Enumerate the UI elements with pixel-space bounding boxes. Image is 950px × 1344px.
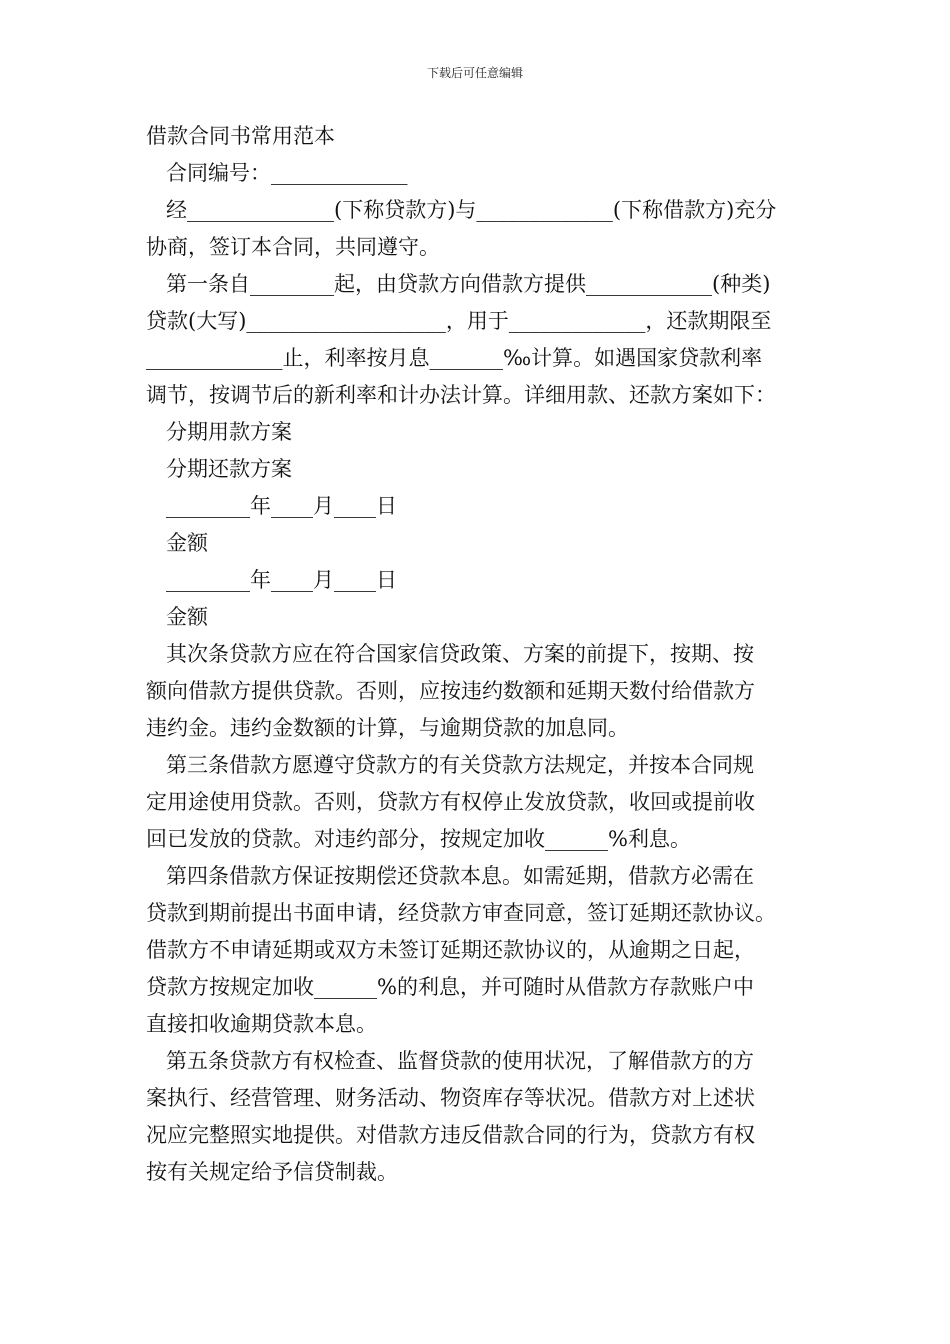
page-header: 下载后可任意编辑 <box>426 66 523 80</box>
text-line: 第五条贷款方有权检查、监督贷款的使用状况，了解借款方的方 <box>166 1049 754 1073</box>
text-line: 第一条自________起，由贷款方向借款方提供____________(种类) <box>166 272 771 296</box>
text-line: _____________止，利率按月息_______‰计算。如遇国家贷款利率 <box>146 346 763 370</box>
text-line: 违约金。违约金数额的计算，与逾期贷款的加息同。 <box>146 716 629 740</box>
text-line: 经______________(下称贷款方)与_____________(下称借款方)充分 <box>166 198 777 222</box>
document-body <box>146 118 810 1191</box>
text-line: 金额 <box>166 531 208 555</box>
text-line: 额向借款方提供贷款。否则，应按违约数额和延期天数付给借款方 <box>146 679 755 703</box>
text-line: 定用途使用贷款。否则，贷款方有权停止发放贷款，收回或提前收 <box>146 790 755 814</box>
text-line: 其次条贷款方应在符合国家信贷政策、方案的前提下，按期、按 <box>166 642 754 666</box>
text-line: ________年____月____日 <box>166 568 397 592</box>
text-line: 按有关规定给予信贷制裁。 <box>146 1160 398 1184</box>
text-line: 分期还款方案 <box>166 457 292 481</box>
text-line: 第三条借款方愿遵守贷款方的有关贷款方法规定，并按本合同规 <box>166 753 754 777</box>
text-line: 直接扣收逾期贷款本息。 <box>146 1012 377 1036</box>
text-line: 贷款到期前提出书面申请，经贷款方审查同意，签订延期还款协议。 <box>146 901 776 925</box>
text-line: ________年____月____日 <box>166 494 397 518</box>
contract-number: 合同编号：_____________ <box>166 161 408 185</box>
text-line: 案执行、经营管理、财务活动、物资库存等状况。借款方对上述状 <box>146 1086 755 1110</box>
text-line: 协商，签订本合同，共同遵守。 <box>146 235 440 259</box>
text-line: 贷款方按规定加收______%的利息，并可随时从借款方存款账户中 <box>146 975 754 999</box>
text-line: 金额 <box>166 605 208 629</box>
text-line: 回已发放的贷款。对违约部分，按规定加收______%利息。 <box>146 827 691 851</box>
text-line: 第四条借款方保证按期偿还贷款本息。如需延期，借款方必需在 <box>166 864 754 888</box>
text-line: 借款方不申请延期或双方未签订延期还款协议的，从逾期之日起， <box>146 938 755 962</box>
text-line: 分期用款方案 <box>166 420 292 444</box>
document-title: 借款合同书常用范本 <box>146 124 335 148</box>
contract-text <box>146 192 810 1191</box>
text-line: 调节，按调节后的新利率和计办法计算。详细用款、还款方案如下： <box>146 383 776 407</box>
text-line: 贷款(大写)___________________，用于_____________，还款期限至 <box>146 309 772 333</box>
text-line: 况应完整照实地提供。对借款方违反借款合同的行为，贷款方有权 <box>146 1123 755 1147</box>
